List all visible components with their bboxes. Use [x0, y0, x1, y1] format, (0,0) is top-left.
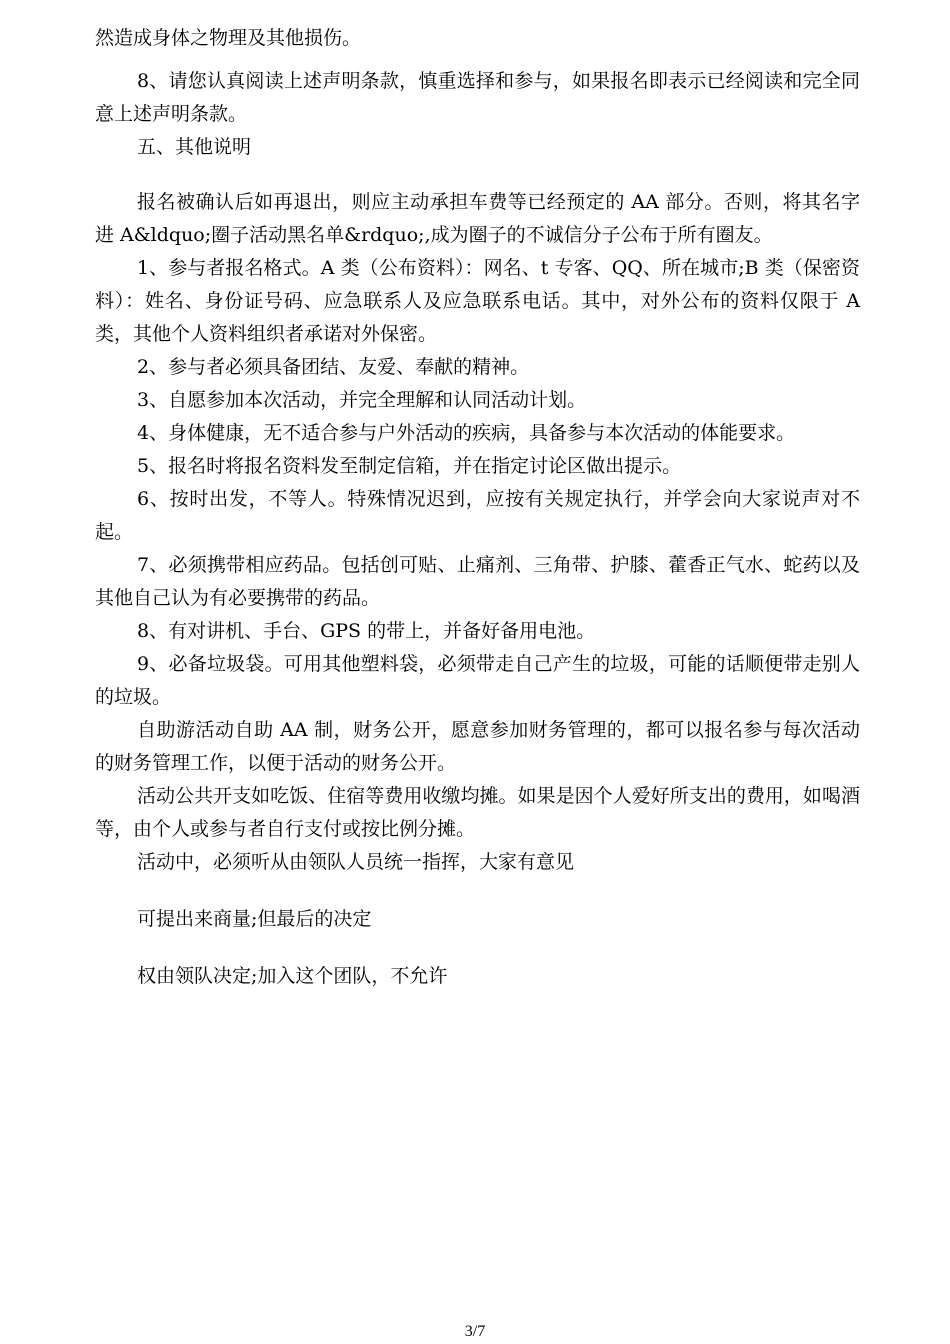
- paragraph-item-9: 9、必备垃圾袋。可用其他塑料袋，必须带走自己产生的垃圾，可能的话顺便带走别人的垃圾。: [95, 653, 860, 708]
- section-heading-other-notes: 五、其他说明: [137, 136, 252, 158]
- paragraph-item-2: 2、参与者必须具备团结、友爱、奉献的精神。: [137, 356, 530, 378]
- paragraph-item-7: 7、必须携带相应药品。包括创可贴、止痛剂、三角带、护膝、藿香正气水、蛇药以及其他自己认为有必要携带的药品。: [95, 554, 860, 609]
- paragraph-item-5: 5、报名时将报名资料发至制定信箱，并在指定讨论区做出提示。: [137, 455, 682, 477]
- paragraph-item-8-declaration: 8、请您认真阅读上述声明条款，慎重选择和参与，如果报名即表示已经阅读和完全同意上述声明条款。: [95, 70, 860, 125]
- paragraph-item-3: 3、自愿参加本次活动，并完全理解和认同活动计划。: [137, 389, 587, 411]
- page-number: 3/7: [464, 1323, 486, 1340]
- paragraph-item-8: 8、有对讲机、手台、GPS 的带上，并备好备用电池。: [137, 620, 596, 642]
- paragraph-finance: 自助游活动自助 AA 制，财务公开，愿意参加财务管理的，都可以报名参与每次活动的财务管理工作，以便于活动的财务公开。: [95, 719, 860, 774]
- paragraph-expenses: 活动公共开支如吃饭、住宿等费用收缴均摊。如果是因个人爱好所支出的费用，如喝酒等，由个人或参与者自行支付或按比例分摊。: [95, 785, 860, 840]
- paragraph-leader-2: 可提出来商量;但最后的决定: [137, 908, 372, 930]
- document-body: [95, 22, 860, 993]
- paragraph-item-4: 4、身体健康，无不适合参与户外活动的疾病，具备参与本次活动的体能要求。: [137, 422, 796, 444]
- paragraph-leader-3: 权由领队决定;加入这个团队，不允许: [137, 965, 448, 987]
- paragraph-item-1: 1、参与者报名格式。A 类（公布资料）：网名、t 专客、QQ、所在城市;B 类（保密资料）：姓名、身份证号码、应急联系人及应急联系电话。其中，对外公布的资料仅限于 A 类，其他个人资料组织者承诺对外保密。: [95, 257, 860, 345]
- paragraph-withdrawal: 报名被确认后如再退出，则应主动承担车费等已经预定的 AA 部分。否则，将其名字进 A&ldquo;圈子活动黑名单&rdquo;,成为圈子的不诚信分子公布于所有圈友。: [95, 191, 860, 246]
- paragraph-item-6: 6、按时出发，不等人。特殊情况迟到，应按有关规定执行，并学会向大家说声对不起。: [95, 488, 860, 543]
- paragraph-continuation: 然造成身体之物理及其他损伤。: [95, 27, 362, 49]
- paragraph-leader-1: 活动中，必须听从由领队人员统一指挥，大家有意见: [137, 851, 575, 873]
